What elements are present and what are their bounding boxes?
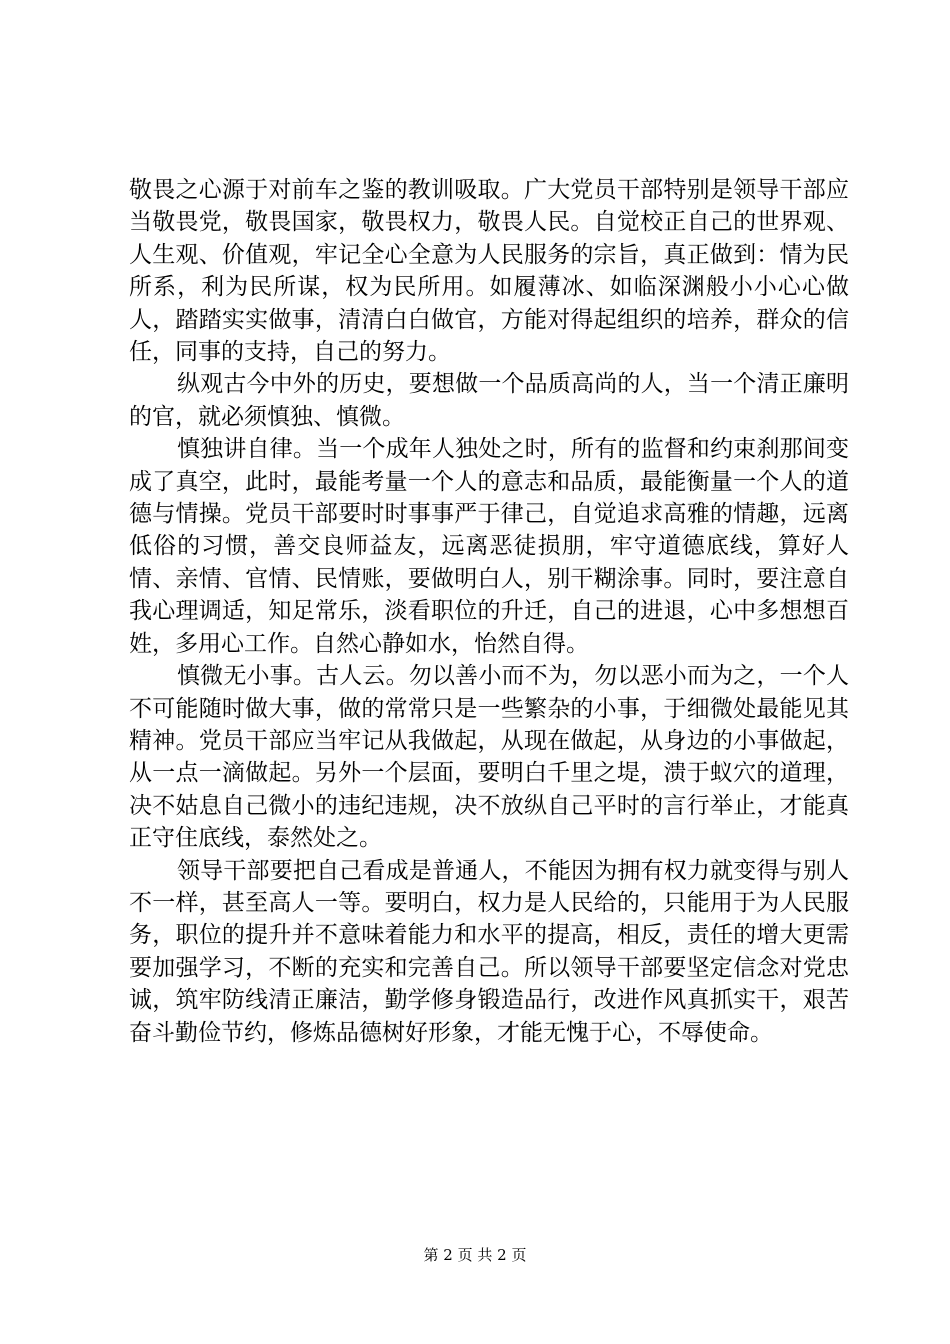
paragraph-3: 慎独讲自律。当一个成年人独处之时，所有的监督和约束刹那间变成了真空，此时，最能考量一个人的意志和品质，最能衡量一个人的道德与情操。党员干部要时时事事严于律己，自觉追求高雅的情趣，远离低俗的习惯，善交良师益友，远离恶徒损朋，牢守道德底线，算好人情、亲情、官情、民情账，要做明白人，别干糊涂事。同时，要注意自我心理调适，知足常乐，淡看职位的升迁，自己的进退，心中多想想百姓，多用心工作。自然心静如水，怡然自得。 — [129, 436, 849, 657]
paragraph-2: 纵观古今中外的历史，要想做一个品质高尚的人，当一个清正廉明的官，就必须慎独、慎微。 — [129, 371, 849, 430]
page-number-footer: 第 2 页 共 2 页 — [423, 1246, 527, 1264]
paragraph-5: 领导干部要把自己看成是普通人，不能因为拥有权力就变得与别人不一样，甚至高人一等。要明白，权力是人民给的，只能用于为人民服务，职位的提升并不意味着能力和水平的提高，相反，责任的增大更需要加强学习，不断的充实和完善自己。所以领导干部要坚定信念对党忠诚，筑牢防线清正廉洁，勤学修身锻造品行，改进作风真抓实干，艰苦奋斗勤俭节约，修炼品德树好形象，才能无愧于心，不辱使命。 — [129, 857, 849, 1046]
paragraph-4: 慎微无小事。古人云。勿以善小而不为，勿以恶小而为之，一个人不可能随时做大事，做的常常只是一些繁杂的小事，于细微处最能见其精神。党员干部应当牢记从我做起，从现在做起，从身边的小事做起，从一点一滴做起。另外一个层面，要明白千里之堤，溃于蚁穴的道理，决不姑息自己微小的违纪违规，决不放纵自己平时的言行举止，才能真正守住底线，泰然处之。 — [129, 663, 849, 852]
document-body — [129, 174, 849, 1049]
paragraph-1: 敬畏之心源于对前车之鉴的教训吸取。广大党员干部特别是领导干部应当敬畏党，敬畏国家，敬畏权力，敬畏人民。自觉校正自己的世界观、人生观、价值观，牢记全心全意为人民服务的宗旨，真正做到：情为民所系，利为民所谋，权为民所用。如履薄冰、如临深渊般小小心心做人，踏踏实实做事，清清白白做官，方能对得起组织的培养，群众的信任，同事的支持，自己的努力。 — [129, 177, 849, 366]
